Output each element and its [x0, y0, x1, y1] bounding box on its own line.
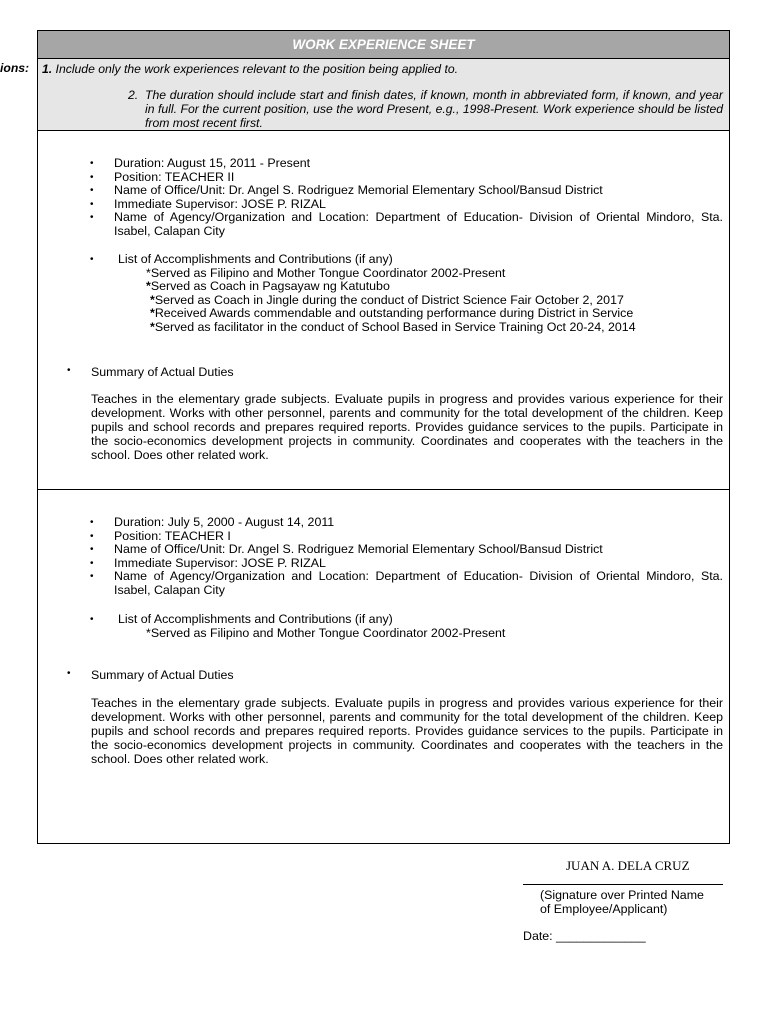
- signature-caption-line-2: of Employee/Applicant): [540, 902, 668, 916]
- entry-details-list: [114, 516, 723, 598]
- agency-location: • Name of Agency/Organization and Location: Department of Education- Division of Oriental Mindoro, Sta. Isabel, Calapan City: [114, 570, 723, 597]
- accomplishment-item: *Served as facilitator in the conduct of School Based in Service Training Oct 20-24, 2014: [150, 319, 636, 334]
- accomplishment-item: *Received Awards commendable and outstanding performance during District in Service: [150, 306, 634, 321]
- accomplishment-item: *Served as Filipino and Mother Tongue Coordinator 2002-Present: [146, 265, 506, 280]
- instruction-1-number: 1.: [42, 62, 53, 76]
- accomplishments-heading: • List of Accomplishments and Contributions (if any): [114, 613, 734, 627]
- date-field: Date: _____________: [523, 929, 646, 943]
- signatory-name: JUAN A. DELA CRUZ: [566, 858, 690, 873]
- position: • Position: TEACHER II: [114, 171, 723, 185]
- duration: • Duration: August 15, 2011 - Present: [114, 157, 723, 171]
- duration: • Duration: July 5, 2000 - August 14, 2011: [114, 516, 723, 530]
- summary-heading: • Summary of Actual Duties: [91, 365, 234, 379]
- accomplishment-item: *Served as Filipino and Mother Tongue Coordinator 2002-Present: [146, 625, 506, 640]
- instructions-box: [38, 59, 729, 131]
- immediate-supervisor: • Immediate Supervisor: JOSE P. RIZAL: [114, 198, 723, 212]
- accomplishments: [114, 613, 734, 640]
- signature-caption: [540, 888, 704, 916]
- entry-details-list: [114, 157, 723, 239]
- accomplishment-item: *Served as Coach in Pagsayaw ng Katutubo: [146, 279, 390, 294]
- signature-caption-line-1: (Signature over Printed Name: [540, 888, 704, 902]
- accomplishment-item: *Served as Coach in Jingle during the conduct of District Science Fair October 2, 2017: [150, 292, 624, 307]
- accomplishments: [114, 253, 734, 335]
- instructions-label: ions:: [0, 61, 30, 75]
- position: • Position: TEACHER I: [114, 530, 723, 544]
- instruction-1-text: Include only the work experiences relevant to the position being applied to.: [52, 62, 459, 76]
- agency-location: • Name of Agency/Organization and Location: Department of Education- Division of Oriental Mindoro, Sta. Isabel, Calapan City: [114, 211, 723, 238]
- work-experience-sheet: [37, 30, 730, 844]
- summary-of-duties: Teaches in the elementary grade subjects. Evaluate pupils in progress and provides various experience for their development. Works with other personnel, parents and community for the total development of the children. Keep pupils and school records and prepares required reports. Provides guidance services to the pupils. Participate in the socio-economics development projects in community. Coordinates and cooperates with the teachers in the school. Does other related work.: [91, 392, 723, 462]
- office-unit: • Name of Office/Unit: Dr. Angel S. Rodriguez Memorial Elementary School/Bansud District: [114, 184, 723, 198]
- instruction-2-text: The duration should include start and finish dates, if known, month in abbreviated form, if known, and year in full. For the current position, use the word Present, e.g., 1998-Present. Work experience should be listed from most recent first.: [145, 88, 723, 130]
- signature-line: [523, 884, 723, 885]
- accomplishments-heading: • List of Accomplishments and Contributions (if any): [114, 253, 734, 267]
- sheet-title: WORK EXPERIENCE SHEET: [38, 31, 729, 59]
- experience-entry: [38, 131, 729, 490]
- immediate-supervisor: • Immediate Supervisor: JOSE P. RIZAL: [114, 557, 723, 571]
- summary-heading: • Summary of Actual Duties: [91, 668, 234, 682]
- instruction-2-number: 2.: [128, 88, 139, 102]
- summary-of-duties: Teaches in the elementary grade subjects. Evaluate pupils in progress and provides various experience for their development. Works with other personnel, parents and community for the total development of the children. Keep pupils and school records and prepares required reports. Provides guidance services to the pupils. Participate in the socio-economics development projects in community. Coordinates and cooperates with the teachers in the school. Does other related work.: [91, 696, 723, 766]
- instruction-1: [42, 62, 458, 76]
- office-unit: • Name of Office/Unit: Dr. Angel S. Rodriguez Memorial Elementary School/Bansud District: [114, 543, 723, 557]
- instruction-2: [128, 88, 723, 130]
- experience-entry: [38, 490, 729, 845]
